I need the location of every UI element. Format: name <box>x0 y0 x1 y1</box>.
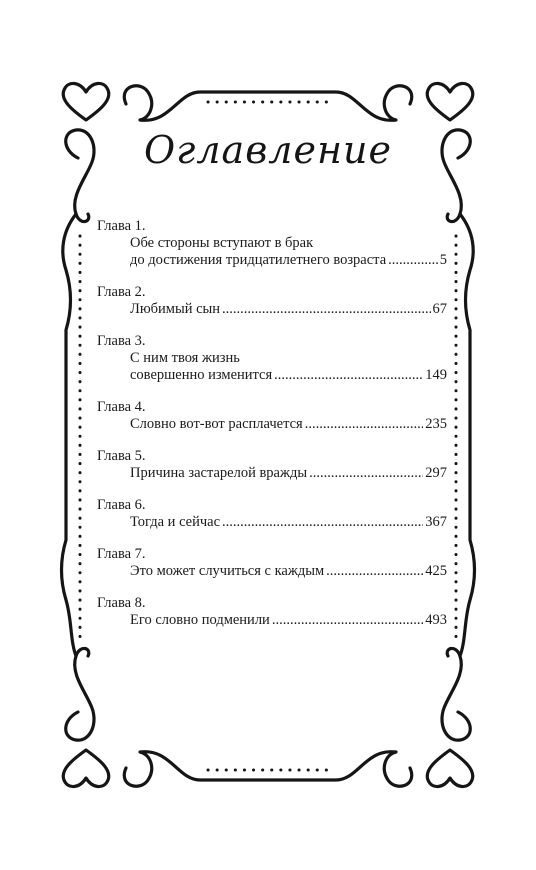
chapter-entry <box>130 235 447 269</box>
chapter-title-line <box>130 350 447 367</box>
toc-chapter <box>97 399 447 433</box>
chapter-entry <box>130 514 447 531</box>
dot-leader <box>326 563 423 580</box>
page-number: 235 <box>425 416 447 432</box>
chapter-title-line <box>130 465 447 482</box>
chapter-title-text: Тогда и сейчас <box>130 514 221 530</box>
chapter-title-line <box>130 416 447 433</box>
page-number: 425 <box>425 563 447 579</box>
heart-bottom-left-icon <box>63 750 109 787</box>
chapter-title-line <box>130 514 447 531</box>
heart-bottom-right-icon <box>427 750 473 787</box>
dot-leader <box>309 465 423 482</box>
chapter-entry <box>130 301 447 318</box>
chapter-label: Глава 3. <box>97 333 146 349</box>
dot-leader <box>274 367 423 384</box>
page-title: Оглавление <box>143 128 392 172</box>
chapter-title-line <box>130 367 447 384</box>
page-number: 493 <box>425 612 447 628</box>
chapter-entry <box>130 563 447 580</box>
toc-chapter <box>97 546 447 580</box>
bottom-left-spiral-ornament <box>66 648 94 740</box>
chapter-label: Глава 5. <box>97 448 146 464</box>
chapter-label: Глава 1. <box>97 218 146 234</box>
toc-chapter <box>97 448 447 482</box>
chapter-entry <box>130 350 447 384</box>
toc-chapter <box>97 595 447 629</box>
chapter-title-line <box>130 563 447 580</box>
chapter-title-line <box>130 612 447 629</box>
dot-leader <box>272 612 423 629</box>
top-scroll-ornament <box>124 86 411 121</box>
toc-chapter <box>97 218 447 269</box>
page-number: 297 <box>425 465 447 481</box>
chapter-entry <box>130 416 447 433</box>
chapter-title-text: до достижения тридцатилетнего возраста <box>130 252 387 268</box>
chapter-title-text: Любимый сын <box>130 301 221 317</box>
chapter-label: Глава 6. <box>97 497 146 513</box>
chapter-title-line <box>130 252 447 269</box>
page-number: 149 <box>425 367 447 383</box>
chapter-title-text: С ним твоя жизнь <box>130 350 240 366</box>
page-number: 67 <box>432 301 447 317</box>
chapter-title-text: Словно вот-вот расплачется <box>130 416 303 432</box>
chapter-title-text: Причина застарелой вражды <box>130 465 308 481</box>
left-border-line <box>62 214 77 656</box>
toc-chapter <box>97 333 447 384</box>
chapter-entry <box>130 612 447 629</box>
chapter-label: Глава 8. <box>97 595 146 611</box>
page-number: 367 <box>425 514 447 530</box>
dot-leader <box>388 252 438 269</box>
chapter-title-text: Обе стороны вступают в брак <box>130 235 314 251</box>
chapter-title-text: совершенно изменится <box>130 367 273 383</box>
chapter-entry <box>130 465 447 482</box>
chapter-label: Глава 2. <box>97 284 146 300</box>
heart-top-right-icon <box>427 83 473 120</box>
page-number: 5 <box>439 252 447 268</box>
dot-leader <box>222 301 430 318</box>
toc-chapter <box>97 497 447 531</box>
chapter-title-line <box>130 235 447 252</box>
heart-top-left-icon <box>63 83 109 120</box>
dot-leader <box>222 514 423 531</box>
toc-chapter <box>97 284 447 318</box>
chapter-title-text: Его словно подменили <box>130 612 270 628</box>
dot-leader <box>305 416 424 433</box>
chapter-title-text: Это может случиться с каждым <box>130 563 325 579</box>
chapter-label: Глава 7. <box>97 546 146 562</box>
table-of-contents <box>97 218 447 644</box>
chapter-title-line <box>130 301 447 318</box>
chapter-label: Глава 4. <box>97 399 146 415</box>
right-border-line <box>460 214 475 656</box>
bottom-right-spiral-ornament <box>442 648 470 740</box>
bottom-scroll-ornament <box>124 752 411 787</box>
